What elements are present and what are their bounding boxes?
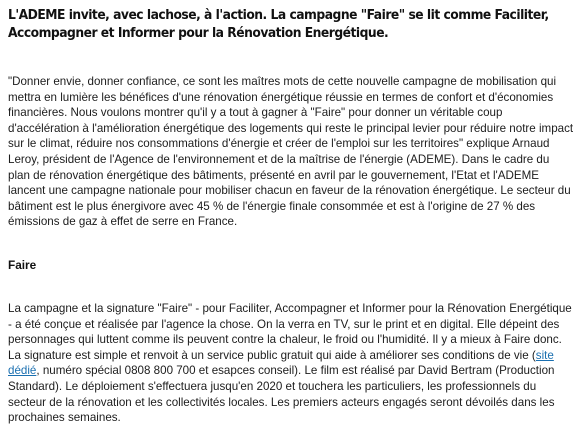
section-heading-faire: Faire bbox=[8, 257, 37, 272]
site-dedie-link[interactable]: site dédié bbox=[8, 348, 554, 378]
intro-paragraph: "Donner envie, donner confiance, ce sont les maîtres mots de cette nouvelle campagne de mobilisation qui mettra en lumière les bénéfices d'une rénovation énergétique réussie en termes de confort et d'économies financières. Nous voulons montrer qu'il y a tout à gagner à "Faire" pour donner un véritable coup d'accélération à l'amélioration énergétique des logements qui reste le principal levier pour réduire notre impact sur le climat, réduire nos consommations d'énergie et créer de l'emploi sur les territoires" explique Arnaud Leroy, président de l'Agence de l'environnement et de la maîtrise de l'énergie (ADEME). Dans le cadre du plan de rénovation énergétique des bâtiments, présenté en avril par le gouvernement, l'Etat et l'ADEME lancent une campagne nationale pour mobiliser chacun en faveur de la rénovation énergétique. Le secteur du bâtiment est le plus énergivore avec 45 % de l'énergie finale consommée et est à l'origine de 27 % des émissions de gaz à effet de serre en France. bbox=[8, 75, 574, 229]
faire-paragraph bbox=[8, 301, 574, 426]
faire-paragraph-text-before-link: La campagne et la signature "Faire" - pour Faciliter, Accompagner et Informer pour la Rénovation Energétique - a été conçue et réalisée par l'agence la chose. On la verra en TV, sur le print et en digital. Elle dépeint des personnages qui luttent comme ils peuvent contre la chaleur, le froid ou l'humidité. Il y a mieux à Faire donc. La signature est simple et renvoit à un service public gratuit qui aide à améliorer ses conditions de vie ( bbox=[8, 301, 572, 362]
article-headline: L'ADEME invite, avec lachose, à l'action. La campagne "Faire" se lit comme Faciliter, Accompagner et Informer pour la Rénovation Energétique. bbox=[8, 8, 549, 41]
faire-paragraph-text-after-link: , numéro spécial 0808 800 700 et esapces conseil). Le film est réalisé par David Bertram (Production Standard). Le déploiement s'effectuera jusqu'en 2020 et touchera les particuliers, les professionnels du secteur de la rénovation et les collectivités locales. Les premiers acteurs engagés seront dévoilés dans les prochaines semaines. bbox=[8, 364, 555, 425]
